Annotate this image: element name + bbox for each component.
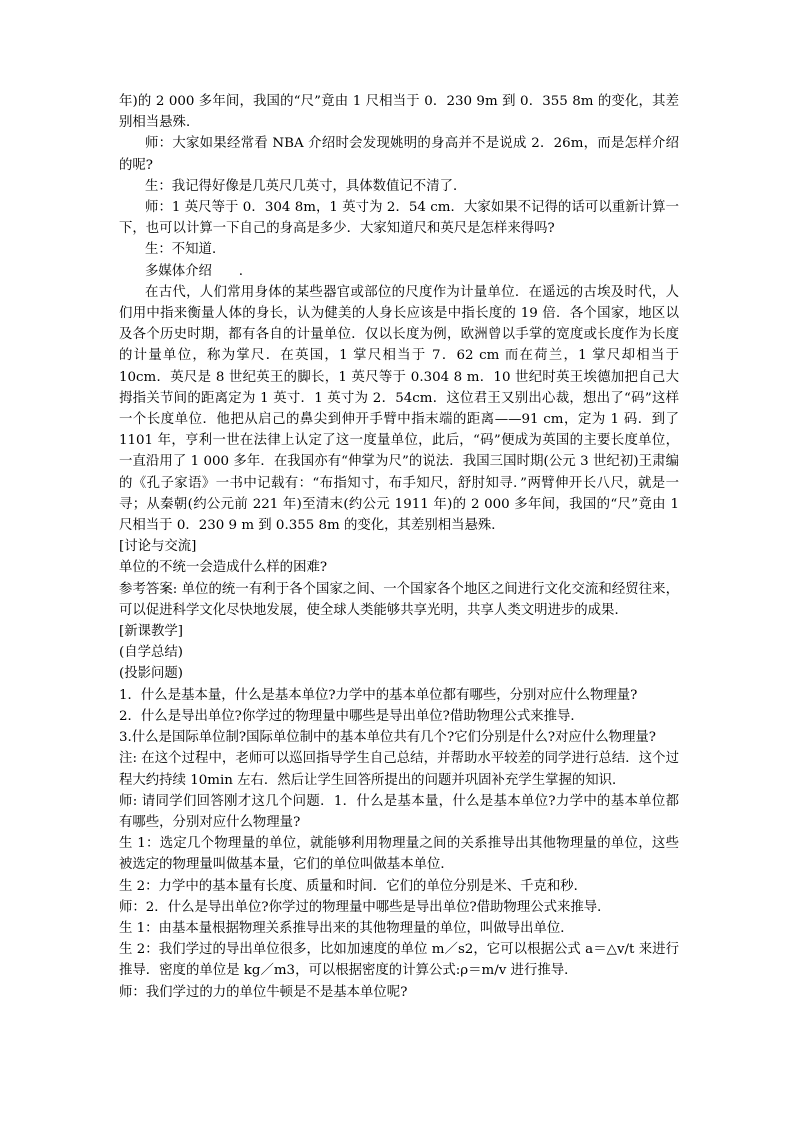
paragraph-teacher-foot-inch: 师：1 英尺等于 0．304 8m，1 英寸为 2．54 cm．大家如果不记得的话可以重新计算一下，也可以计算一下自己的身高是多少．大家知道尺和英尺是怎样来得吗?: [119, 200, 679, 237]
paragraph-note: 注: 在这个过程中，老师可以巡回指导学生自己总结，并帮助水平较差的同学进行总结．这个过程大约持续 10min 左右．然后让学生回答所提出的问题并巩固补充学生掌握的知识．: [119, 751, 679, 788]
paragraph-student-answer: 生：我记得好像是几英尺几英寸，具体数值记不清了．: [145, 178, 467, 194]
paragraph-reference-answer: 参考答案: 单位的统一有利于各个国家之间、一个国家各个地区之间进行文化交流和经贸往来，可以促进科学文化尽快地发展，使全球人类能够共享光明，共享人类文明进步的成果．: [119, 581, 679, 618]
paragraph-student2-answer-1: 生 2：力学中的基本量有长度、质量和时间．它们的单位分别是米、千克和秒．: [119, 878, 588, 894]
question-item-1: 1．什么是基本量，什么是基本单位?力学中的基本单位都有哪些，分别对应什么物理量?: [119, 687, 638, 703]
paragraph-teacher-nba-question: 师：大家如果经常看 NBA 介绍时会发现姚明的身高并不是说成 2．26m，而是怎样介绍的呢?: [119, 136, 679, 173]
section-heading-new-lesson: [新课教学]: [119, 624, 184, 640]
question-item-2: 2．什么是导出单位?你学过的物理量中哪些是导出单位?借助物理公式来推导．: [119, 708, 584, 724]
paragraph-teacher-question-2: 师：2．什么是导出单位?你学过的物理量中哪些是导出单位?借助物理公式来推导．: [119, 899, 611, 915]
document-body: [119, 91, 679, 1003]
paragraph-discussion-question: 单位的不统一会造成什么样的困难?: [119, 560, 328, 576]
paragraph-multimedia-heading: 多媒体介绍 .: [145, 263, 243, 279]
question-item-3: 3.什么是国际单位制?国际单位制中的基本单位共有几个?它们分别是什么?对应什么物理量?: [119, 730, 656, 746]
paragraph-student1-answer-1: 生 1：选定几个物理量的单位，就能够利用物理量之间的关系推导出其他物理量的单位，这些被选定的物理量叫做基本量，它们的单位叫做基本单位．: [119, 836, 679, 873]
subheading-projection-questions: (投影问题): [119, 666, 184, 682]
paragraph-student1-answer-2: 生 1：由基本量根据物理关系推导出来的其他物理量的单位，叫做导出单位．: [119, 920, 574, 936]
paragraph-student2-answer-2: 生 2：我们学过的导出单位很多，比如加速度的单位 m／s2，它可以根据公式 a＝△v/t 来进行推导．密度的单位是 kg／m3，可以根据密度的计算公式:ρ＝m/v 进行推导．: [119, 942, 679, 979]
paragraph-teacher-question-1: 师: 请同学们回答刚才这几个问题．1．什么是基本量，什么是基本单位?力学中的基本单位都有哪些，分别对应什么物理量?: [119, 793, 679, 830]
paragraph-student-unknown: 生：不知道．: [145, 242, 226, 258]
subheading-self-study: (自学总结): [119, 645, 184, 661]
paragraph-intro-continuation: 年)的 2 000 多年间，我国的“尺”竟由 1 尺相当于 0．230 9m 到 0．355 8m 的变化，其差别相当悬殊．: [119, 94, 679, 131]
section-heading-discussion: [讨论与交流]: [119, 539, 197, 555]
paragraph-teacher-newton-question: 师：我们学过的力的单位牛顿是不是基本单位呢?: [119, 984, 408, 1000]
paragraph-history-of-units: 在古代，人们常用身体的某些器官或部位的尺度作为计量单位．在遥远的古埃及时代，人们用中指来衡量人体的身长，认为健美的人身长应该是中指长度的 19 倍．各个国家，地区以及各个历史时期，都有各自的计量单位．仅以长度为例，欧洲曾以手掌的宽度或长度作为长度的计量单位，称为掌尺．在英国，1 掌尺相当于 7．62 cm 而在荷兰，1 掌尺却相当于 10cm．英尺是 8 世纪英王的脚长，1 英尺等于 0.304 8 m．10 世纪时英王埃德加把自己大拇指关节间的距离定为 1 英寸．1 英寸为 2．54cm．这位君王又别出心裁，想出了“码”这样一个长度单位．他把从启己的鼻尖到伸开手臂中指末端的距离——91 cm，定为 1 码．到了 1101 年，亨利一世在法律上认定了这一度量单位，此后，“码”便成为英国的主要长度单位，一直沿用了 1 000 多年．在我国亦有“伸掌为尺”的说法．我国三国时期(公元 3 世纪初)王肃编的《孔子家语》一书中记载有：“布指知寸，布手知尺，舒肘知寻．”两臂伸开长八尺，就是一寻；从秦朝(约公元前 221 年)至清末(约公元 1911 年)的 2 000 多年间，我国的“尺”竟由 1 尺相当于 0．230 9 m 到 0.355 8m 的变化，其差别相当悬殊．: [119, 284, 679, 534]
